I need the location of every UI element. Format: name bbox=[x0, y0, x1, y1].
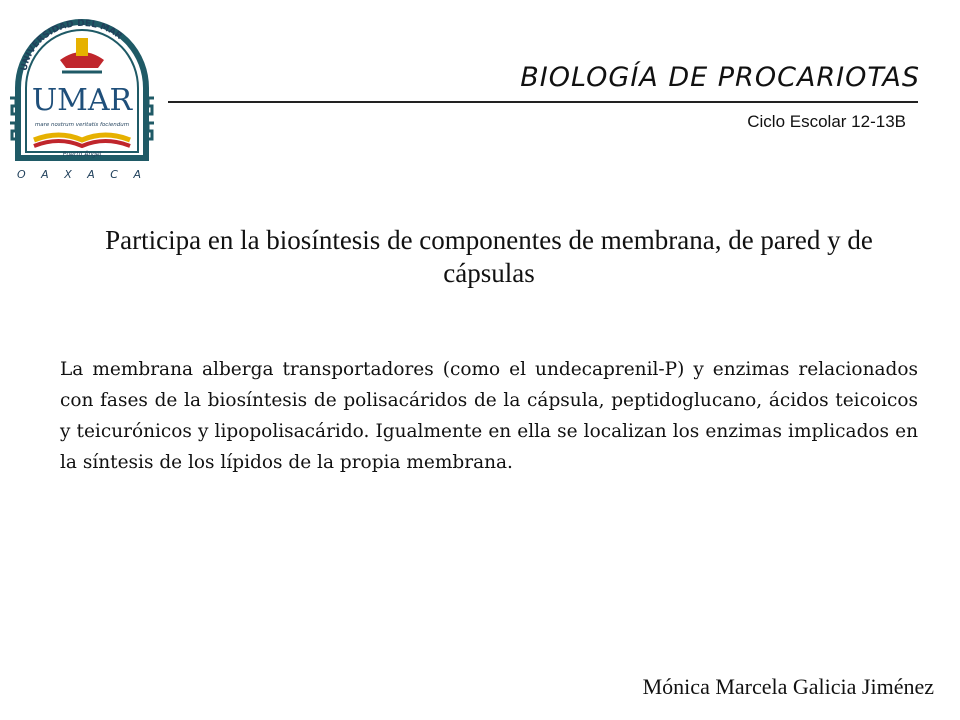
university-seal-graphic bbox=[4, 8, 160, 184]
logo-motto: mare nostrum veritatis fociendum bbox=[34, 122, 130, 128]
university-logo bbox=[4, 8, 160, 184]
logo-place: Puerto Ángel bbox=[62, 151, 102, 158]
logo-monogram: UMAR bbox=[31, 83, 133, 118]
header-divider bbox=[168, 101, 918, 103]
slide-paragraph: La membrana alberga transportadores (como el undecaprenil-P) y enzimas relacionados con fases de la biosíntesis de polisacáridos de la cápsula, peptidoglucano, ácidos teicoicos y teicurónicos y lipopolisacárido. Igualmente en ella se localizan los enzimas implicados en la síntesis de los lípidos de la propia membrana. bbox=[60, 359, 918, 473]
logo-arc-text: UNIVERSIDAD DEL MAR bbox=[19, 18, 124, 72]
course-title: BIOLOGÍA DE PROCARIOTAS bbox=[520, 62, 920, 93]
school-cycle: Ciclo Escolar 12-13B bbox=[747, 112, 906, 131]
slide-heading: Participa en la biosíntesis de componentes de membrana, de pared y de cápsulas bbox=[105, 225, 873, 288]
logo-state: O A X A C A bbox=[17, 168, 147, 181]
author-name: Mónica Marcela Galicia Jiménez bbox=[642, 674, 934, 699]
